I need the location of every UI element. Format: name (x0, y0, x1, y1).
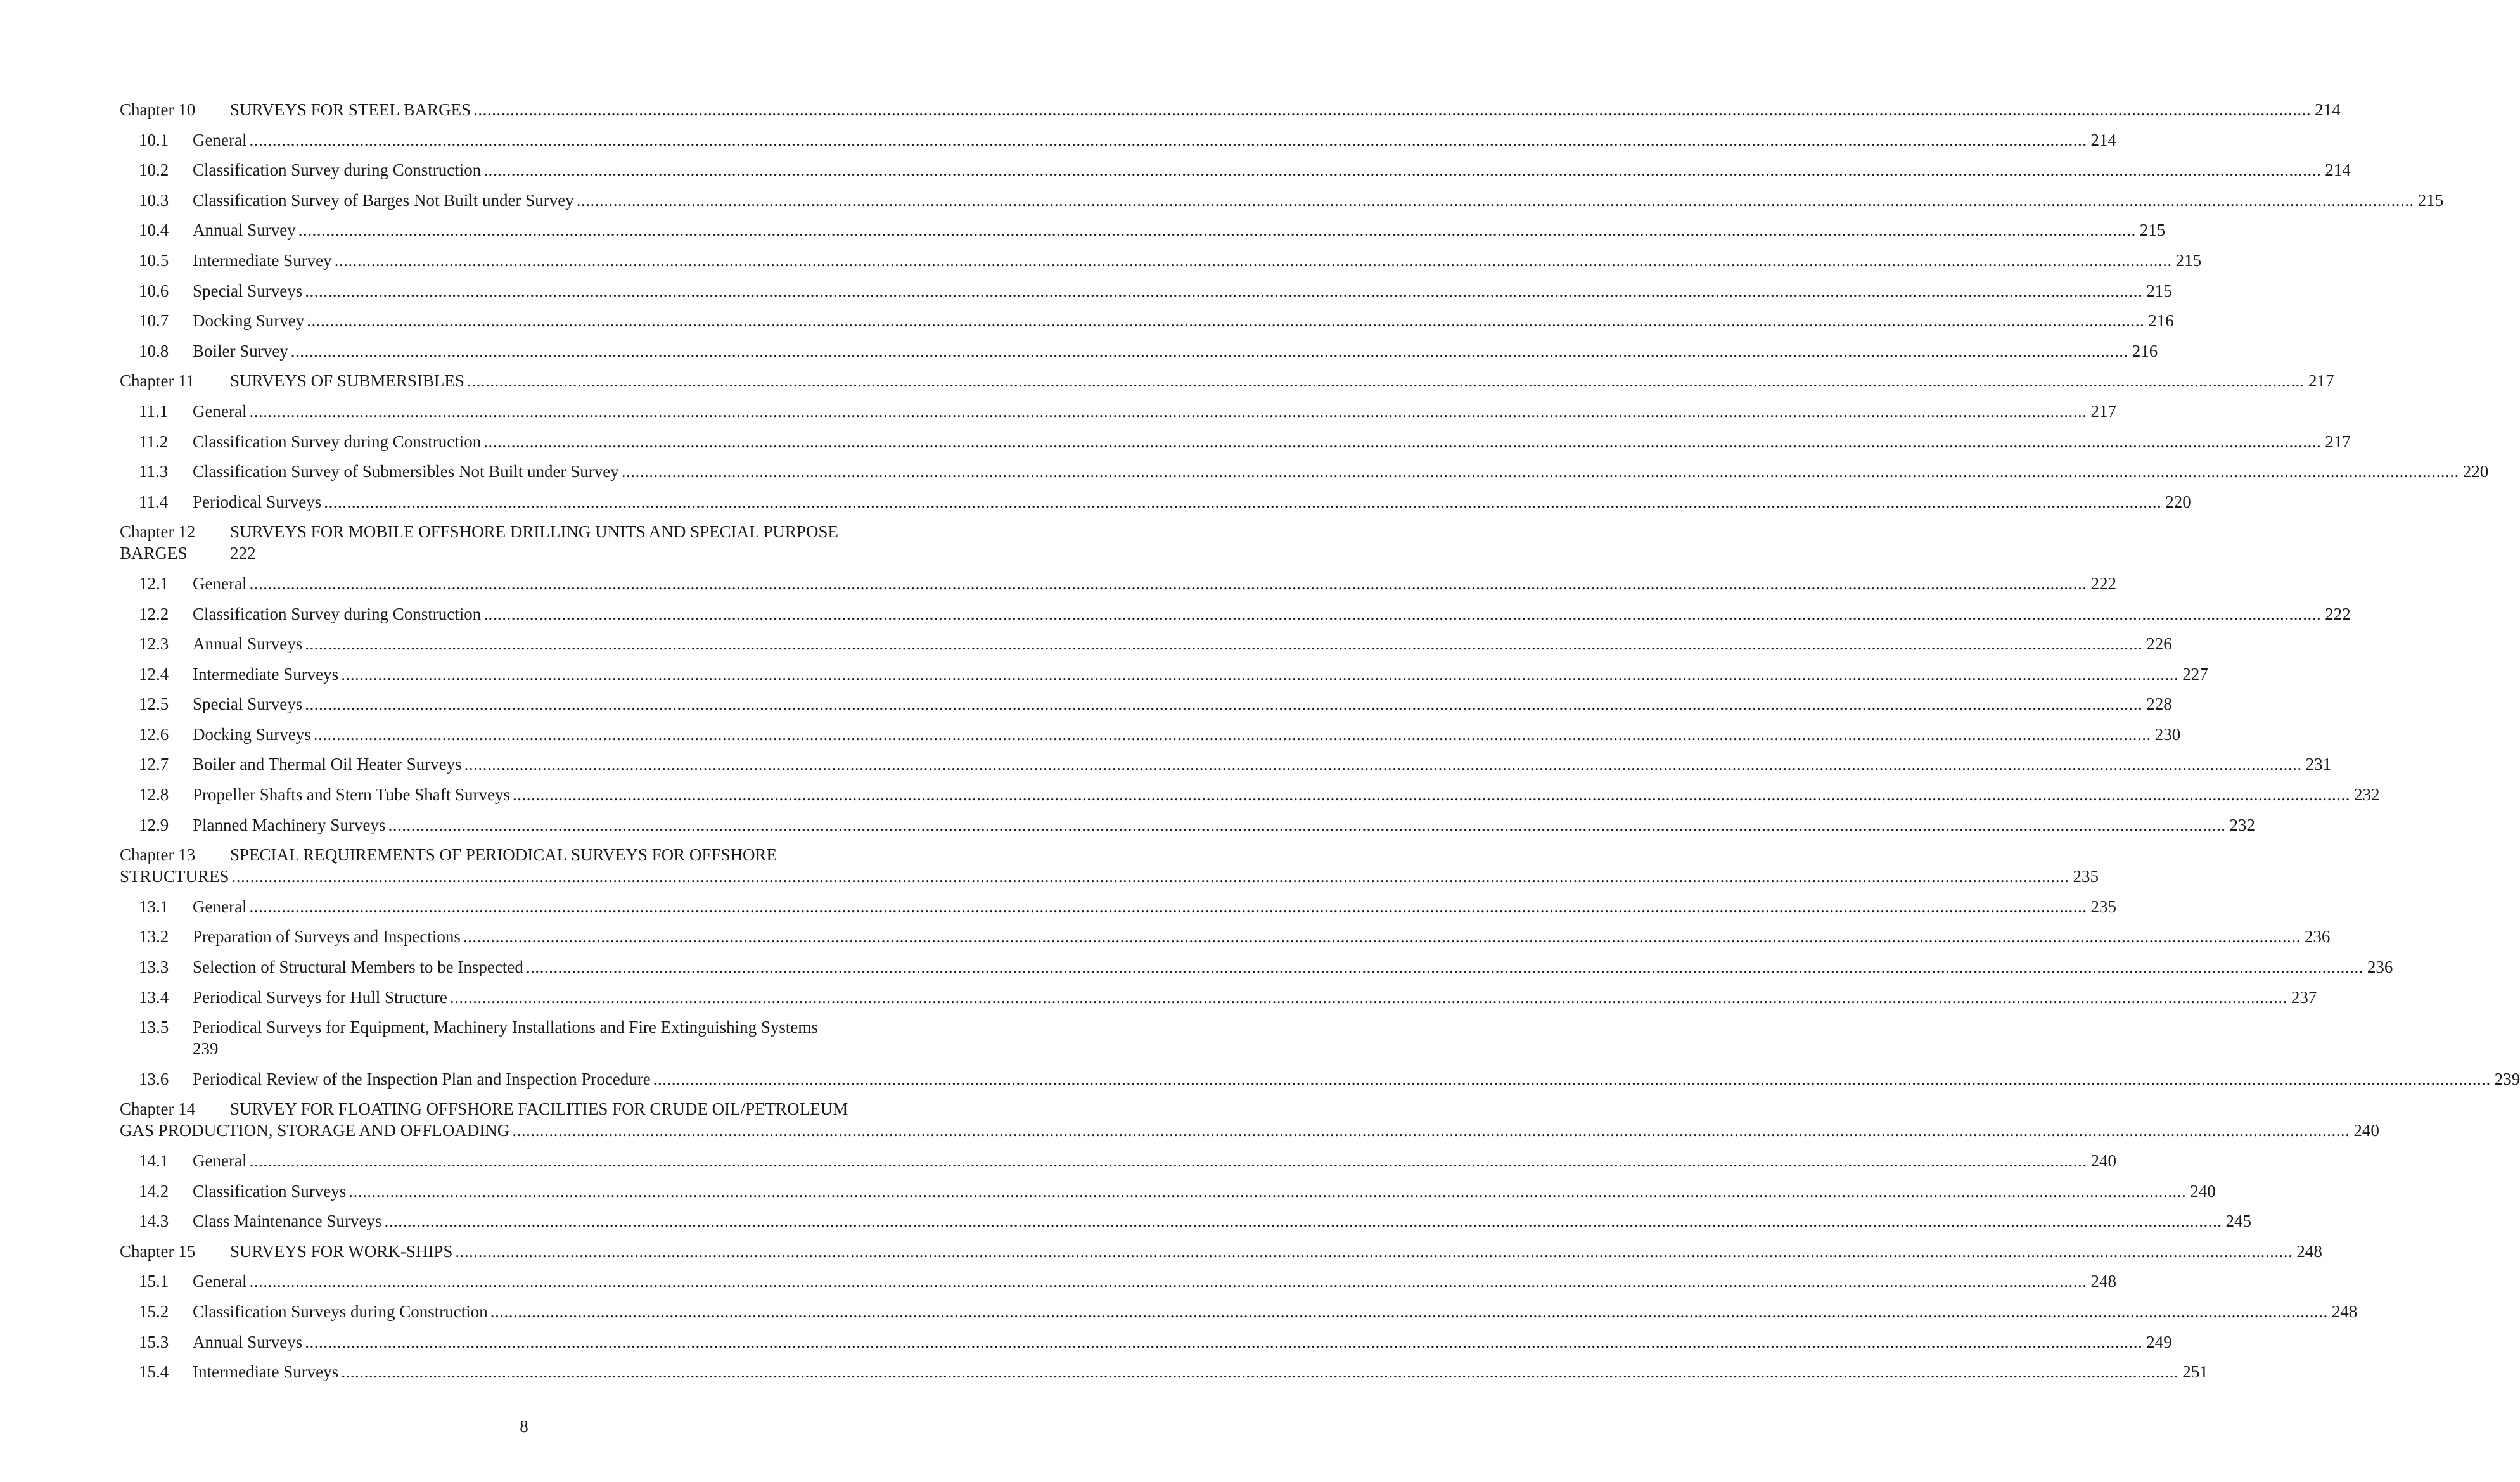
entry-line-1 (139, 1016, 954, 1038)
entry-number: Chapter 13 (120, 845, 196, 865)
entry-line-2 (139, 1038, 954, 1059)
entry-number: 10.6 (139, 281, 169, 300)
entry-title-line (193, 956, 2393, 978)
entry-page: 217 (2308, 371, 2334, 391)
toc-section-entry[interactable] (120, 280, 2172, 310)
entry-title: Annual Surveys (193, 1332, 303, 1351)
entry-title: SPECIAL REQUIREMENTS OF PERIODICAL SURVEYS FOR OFFSHORE (230, 845, 777, 865)
entry-page: 235 (2090, 897, 2116, 916)
entry-title-line (193, 784, 2380, 805)
entry-page: 214 (2315, 100, 2341, 119)
entry-title-line (193, 633, 2172, 655)
entry-page: 240 (2190, 1181, 2216, 1201)
toc-section-entry[interactable] (120, 724, 2181, 754)
entry-title-line (193, 987, 2317, 1008)
entry-page: 240 (2090, 1151, 2116, 1170)
dot-leader: ................................................................................................................................................................................................................................................................................................................................................................................................................ (249, 1151, 2087, 1170)
entry-title-line (193, 663, 2208, 685)
toc-chapter-entry[interactable] (120, 99, 2341, 129)
entry-number: 15.3 (139, 1332, 169, 1351)
toc-chapter-entry[interactable] (120, 370, 2334, 400)
entry-title-continued: STRUCTURES (120, 867, 229, 886)
entry-title-line (193, 1210, 2251, 1232)
dot-leader: ................................................................................................................................................................................................................................................................................................................................................................................................................ (349, 1181, 2187, 1201)
entry-number: 14.1 (139, 1151, 169, 1170)
entry-title: Classification Survey during Construction (193, 160, 482, 180)
toc-section-entry[interactable] (120, 250, 2202, 280)
dot-leader: ................................................................................................................................................................................................................................................................................................................................................................................................................ (473, 100, 2312, 119)
toc-section-entry[interactable] (120, 1361, 2208, 1391)
entry-page: 232 (2353, 785, 2380, 805)
toc-section-entry[interactable] (120, 956, 2393, 987)
entry-title: Planned Machinery Surveys (193, 815, 386, 834)
entry-page: 230 (2154, 724, 2181, 744)
entry-page: 220 (2165, 492, 2191, 511)
toc-chapter-entry[interactable] (120, 521, 954, 573)
entry-number: 12.4 (139, 664, 169, 684)
toc-section-entry[interactable] (120, 784, 2380, 814)
entry-title-line (193, 724, 2181, 745)
toc-section-entry[interactable] (120, 896, 2116, 926)
entry-title-line (193, 129, 2116, 151)
dot-leader: ................................................................................................................................................................................................................................................................................................................................................................................................................ (334, 250, 2172, 270)
entry-number: 12.6 (139, 724, 169, 744)
entry-title: General (193, 1272, 247, 1291)
dot-leader: ................................................................................................................................................................................................................................................................................................................................................................................................................ (455, 1241, 2293, 1261)
dot-leader: ................................................................................................................................................................................................................................................................................................................................................................................................................ (463, 927, 2301, 947)
entry-number: Chapter 11 (120, 371, 195, 391)
entry-title: Classification Survey during Construction (193, 604, 482, 623)
entry-title: Intermediate Surveys (193, 1362, 339, 1382)
entry-number: 15.1 (139, 1272, 169, 1291)
dot-leader: ................................................................................................................................................................................................................................................................................................................................................................................................................ (341, 664, 2179, 684)
entry-title-line (193, 926, 2331, 947)
entry-number: Chapter 10 (120, 100, 196, 119)
toc-section-entry[interactable] (120, 340, 2158, 371)
page-number: 8 (520, 1417, 528, 1436)
toc-section-entry[interactable] (120, 491, 2191, 521)
dot-leader: ................................................................................................................................................................................................................................................................................................................................................................................................................ (512, 1121, 2350, 1140)
dot-leader: ................................................................................................................................................................................................................................................................................................................................................................................................................ (483, 431, 2322, 451)
dot-leader: ................................................................................................................................................................................................................................................................................................................................................................................................................ (313, 724, 2151, 744)
entry-title-line (193, 159, 2351, 181)
entry-title: Classification Survey during Construction (193, 431, 482, 451)
entry-title: General (193, 130, 247, 150)
dot-leader: ................................................................................................................................................................................................................................................................................................................................................................................................................ (249, 130, 2087, 150)
entry-number: 11.1 (139, 401, 169, 421)
toc-section-entry[interactable] (120, 1331, 2172, 1362)
entry-number: 11.4 (139, 492, 169, 511)
entry-title-line (193, 461, 2489, 482)
entry-page: 217 (2090, 401, 2116, 421)
entry-page: 222 (230, 544, 256, 563)
entry-number: 13.1 (139, 897, 169, 916)
entry-line-2 (120, 866, 2099, 887)
entry-number: 10.7 (139, 311, 169, 331)
entry-title: Docking Surveys (193, 724, 311, 744)
entry-title: Class Maintenance Surveys (193, 1211, 382, 1231)
entry-title: Boiler Survey (193, 341, 288, 361)
entry-title: Propeller Shafts and Stern Tube Shaft Surveys (193, 785, 510, 805)
entry-title-line (193, 431, 2351, 452)
entry-title-continued: BARGES (120, 544, 188, 563)
dot-leader: ................................................................................................................................................................................................................................................................................................................................................................................................................ (512, 785, 2350, 805)
entry-title-line (193, 1068, 2520, 1090)
entry-number: 13.3 (139, 957, 169, 977)
entry-page: 239 (2494, 1069, 2520, 1089)
entry-page: 214 (2325, 160, 2351, 180)
entry-number: 12.2 (139, 604, 169, 623)
entry-title: Annual Surveys (193, 634, 303, 654)
dot-leader: ................................................................................................................................................................................................................................................................................................................................................................................................................ (249, 897, 2087, 916)
toc-section-entry[interactable] (120, 1210, 2251, 1241)
entry-line-1 (120, 844, 954, 866)
toc-chapter-entry[interactable] (120, 844, 2099, 896)
entry-page: 220 (2462, 462, 2489, 482)
toc-section-entry[interactable] (120, 814, 2255, 845)
entry-number: Chapter 15 (120, 1241, 196, 1261)
toc-section-entry[interactable] (120, 189, 2444, 220)
entry-page: 236 (2367, 957, 2393, 977)
entry-page: 239 (193, 1039, 219, 1059)
toc-section-entry[interactable] (120, 573, 2116, 603)
toc-section-entry[interactable] (120, 159, 2351, 189)
entry-page: 215 (2139, 220, 2166, 240)
entry-title: Periodical Surveys (193, 492, 322, 511)
entry-page: 222 (2325, 604, 2351, 623)
dot-leader: ................................................................................................................................................................................................................................................................................................................................................................................................................ (305, 1332, 2143, 1351)
entry-page: 237 (2291, 987, 2317, 1007)
dot-leader: ................................................................................................................................................................................................................................................................................................................................................................................................................ (464, 755, 2302, 774)
dot-leader: ................................................................................................................................................................................................................................................................................................................................................................................................................ (490, 1301, 2328, 1321)
entry-title-line (193, 1331, 2172, 1353)
entry-title: SURVEYS FOR WORK-SHIPS (230, 1241, 453, 1261)
entry-title-line (230, 99, 2341, 120)
entry-title: General (193, 573, 247, 593)
entry-page: 251 (2182, 1362, 2208, 1382)
entry-title: Intermediate Survey (193, 250, 332, 270)
entry-title: Special Surveys (193, 281, 303, 300)
entry-title-line (230, 370, 2334, 392)
entry-title-line (193, 491, 2191, 513)
entry-number: 12.8 (139, 785, 169, 805)
toc-section-entry[interactable] (120, 633, 2172, 663)
entry-title: Selection of Structural Members to be Inspected (193, 957, 523, 977)
entry-page: 215 (2417, 190, 2444, 210)
entry-title-line (193, 603, 2351, 625)
entry-page: 227 (2182, 664, 2208, 684)
entry-title-line (193, 189, 2444, 211)
dot-leader: ................................................................................................................................................................................................................................................................................................................................................................................................................ (305, 634, 2143, 654)
entry-title: SURVEYS FOR STEEL BARGES (230, 100, 471, 119)
dot-leader: ................................................................................................................................................................................................................................................................................................................................................................................................................ (324, 492, 2162, 511)
entry-number: 13.2 (139, 927, 169, 947)
entry-title-continued: GAS PRODUCTION, STORAGE AND OFFLOADING (120, 1121, 510, 1140)
toc-section-entry[interactable] (120, 987, 2317, 1017)
dot-leader: ................................................................................................................................................................................................................................................................................................................................................................................................................ (466, 371, 2305, 391)
dot-leader: ................................................................................................................................................................................................................................................................................................................................................................................................................ (576, 190, 2414, 210)
entry-title: Docking Survey (193, 311, 305, 331)
entry-number: 13.6 (139, 1069, 169, 1089)
entry-page: 240 (2353, 1121, 2379, 1140)
entry-title: General (193, 1151, 247, 1170)
entry-page: 248 (2090, 1272, 2116, 1291)
entry-page: 231 (2305, 755, 2332, 774)
entry-page: 248 (2296, 1241, 2322, 1261)
toc-section-entry[interactable] (120, 1016, 954, 1068)
entry-page: 232 (2229, 815, 2255, 834)
dot-leader: ................................................................................................................................................................................................................................................................................................................................................................................................................ (249, 401, 2087, 421)
entry-title-line (193, 753, 2332, 775)
toc-section-entry[interactable] (120, 461, 2489, 491)
toc-section-entry[interactable] (120, 693, 2172, 724)
entry-number: Chapter 14 (120, 1099, 196, 1119)
entry-title-line (193, 310, 2174, 331)
entry-title-line (193, 1180, 2216, 1202)
entry-line-1 (120, 1098, 954, 1120)
entry-title: General (193, 401, 247, 421)
entry-page: 214 (2090, 130, 2116, 150)
entry-title: Classification Surveys during Construction (193, 1301, 488, 1321)
toc-section-entry[interactable] (120, 1180, 2216, 1211)
entry-number: 13.4 (139, 987, 169, 1007)
dot-leader: ................................................................................................................................................................................................................................................................................................................................................................................................................ (525, 957, 2363, 977)
entry-number: 10.5 (139, 250, 169, 270)
entry-page: 222 (2090, 573, 2116, 593)
entry-title-line (120, 866, 2099, 887)
entry-number: 10.4 (139, 220, 169, 240)
entry-number: 12.3 (139, 634, 169, 654)
dot-leader: ................................................................................................................................................................................................................................................................................................................................................................................................................ (621, 462, 2459, 482)
entry-number: 10.8 (139, 341, 169, 361)
toc-section-entry[interactable] (120, 431, 2351, 461)
toc-section-entry[interactable] (120, 663, 2208, 694)
dot-leader: ................................................................................................................................................................................................................................................................................................................................................................................................................ (290, 341, 2128, 361)
dot-leader: ................................................................................................................................................................................................................................................................................................................................................................................................................ (298, 220, 2136, 240)
entry-page: 249 (2146, 1332, 2172, 1351)
entry-title-line (193, 280, 2172, 302)
entry-title: Classification Survey of Submersibles Not Built under Survey (193, 462, 619, 482)
entry-title: Annual Survey (193, 220, 296, 240)
dot-leader: ................................................................................................................................................................................................................................................................................................................................................................................................................ (231, 867, 2069, 886)
entry-title-line (193, 693, 2172, 715)
entry-line-2 (120, 1120, 2379, 1141)
entry-title-line (193, 814, 2255, 836)
entry-number: 11.3 (139, 462, 169, 482)
entry-title-line (193, 250, 2202, 271)
entry-number: 10.1 (139, 130, 169, 150)
entry-title: Periodical Surveys for Hull Structure (193, 987, 447, 1007)
dot-leader: ................................................................................................................................................................................................................................................................................................................................................................................................................ (384, 1211, 2222, 1231)
dot-leader: ................................................................................................................................................................................................................................................................................................................................................................................................................ (388, 815, 2226, 834)
toc-section-entry[interactable] (120, 753, 2332, 784)
dot-leader: ................................................................................................................................................................................................................................................................................................................................................................................................................ (307, 311, 2145, 331)
dot-leader: ................................................................................................................................................................................................................................................................................................................................................................................................................ (249, 1272, 2087, 1291)
toc-section-entry[interactable] (120, 219, 2166, 250)
table-of-contents (120, 99, 2520, 1391)
entry-number: 12.1 (139, 573, 169, 593)
entry-page: 228 (2146, 694, 2172, 714)
entry-number: 10.2 (139, 160, 169, 180)
entry-title-line (193, 573, 2116, 594)
entry-page: 216 (2132, 341, 2158, 361)
entry-title: Boiler and Thermal Oil Heater Surveys (193, 755, 462, 774)
entry-page: 236 (2304, 927, 2331, 947)
entry-number: 12.9 (139, 815, 169, 834)
entry-title: Classification Survey of Barges Not Built under Survey (193, 190, 574, 210)
entry-title: Periodical Surveys for Equipment, Machinery Installations and Fire Extinguishing Systems (193, 1018, 818, 1037)
entry-title-line (193, 1301, 2358, 1322)
entry-title: SURVEYS FOR MOBILE OFFSHORE DRILLING UNITS AND SPECIAL PURPOSE (230, 522, 838, 542)
entry-title-line (120, 1120, 2379, 1141)
entry-number: 12.5 (139, 694, 169, 714)
toc-section-entry[interactable] (120, 310, 2174, 340)
entry-title: Intermediate Surveys (193, 664, 339, 684)
toc-section-entry[interactable] (120, 1301, 2358, 1331)
entry-page: 248 (2331, 1301, 2358, 1321)
toc-section-entry[interactable] (120, 1270, 2116, 1301)
entry-title: Classification Surveys (193, 1181, 347, 1201)
entry-title-line (193, 1361, 2208, 1383)
toc-section-entry[interactable] (120, 1068, 2520, 1099)
dot-leader: ................................................................................................................................................................................................................................................................................................................................................................................................................ (483, 160, 2322, 180)
entry-page: 215 (2146, 281, 2172, 300)
entry-title-line (193, 1270, 2116, 1292)
entry-title: General (193, 897, 247, 916)
entry-page: 235 (2073, 867, 2099, 886)
toc-section-entry[interactable] (120, 603, 2351, 634)
entry-title: Preparation of Surveys and Inspections (193, 927, 461, 947)
entry-page: 216 (2148, 311, 2174, 331)
toc-section-entry[interactable] (120, 1150, 2116, 1180)
dot-leader: ................................................................................................................................................................................................................................................................................................................................................................................................................ (653, 1069, 2491, 1089)
entry-line-1 (120, 521, 954, 542)
entry-number: 14.3 (139, 1211, 169, 1231)
entry-title-line (193, 340, 2158, 362)
entry-title-line (230, 1241, 2322, 1262)
entry-number: 15.4 (139, 1362, 169, 1382)
toc-section-entry[interactable] (120, 129, 2116, 160)
dot-leader: ................................................................................................................................................................................................................................................................................................................................................................................................................ (483, 604, 2322, 623)
dot-leader: ................................................................................................................................................................................................................................................................................................................................................................................................................ (249, 573, 2087, 593)
entry-title: SURVEY FOR FLOATING OFFSHORE FACILITIES FOR CRUDE OIL/PETROLEUM (230, 1099, 848, 1119)
entry-title-line (193, 896, 2116, 917)
entry-line-2 (120, 542, 954, 564)
entry-title-line (193, 219, 2166, 241)
entry-title-line (193, 1150, 2116, 1172)
entry-number: 12.7 (139, 755, 169, 774)
entry-page: 245 (2225, 1211, 2251, 1231)
entry-number: 14.2 (139, 1181, 169, 1201)
toc-section-entry[interactable] (120, 926, 2331, 956)
entry-title-line (193, 400, 2116, 422)
entry-page: 217 (2325, 431, 2351, 451)
entry-title: Periodical Review of the Inspection Plan and Inspection Procedure (193, 1069, 651, 1089)
toc-section-entry[interactable] (120, 400, 2116, 431)
entry-number: 15.2 (139, 1301, 169, 1321)
dot-leader: ................................................................................................................................................................................................................................................................................................................................................................................................................ (341, 1362, 2179, 1382)
entry-number: 10.3 (139, 190, 169, 210)
entry-number: 13.5 (139, 1018, 169, 1037)
entry-number: Chapter 12 (120, 522, 196, 542)
dot-leader: ................................................................................................................................................................................................................................................................................................................................................................................................................ (449, 987, 2287, 1007)
dot-leader: ................................................................................................................................................................................................................................................................................................................................................................................................................ (305, 281, 2143, 300)
toc-chapter-entry[interactable] (120, 1241, 2322, 1271)
toc-chapter-entry[interactable] (120, 1098, 2379, 1150)
entry-page: 226 (2146, 634, 2172, 654)
entry-number: 11.2 (139, 431, 169, 451)
entry-page: 215 (2175, 250, 2202, 270)
entry-title: Special Surveys (193, 694, 303, 714)
entry-title: SURVEYS OF SUBMERSIBLES (230, 371, 464, 391)
dot-leader: ................................................................................................................................................................................................................................................................................................................................................................................................................ (305, 694, 2143, 714)
